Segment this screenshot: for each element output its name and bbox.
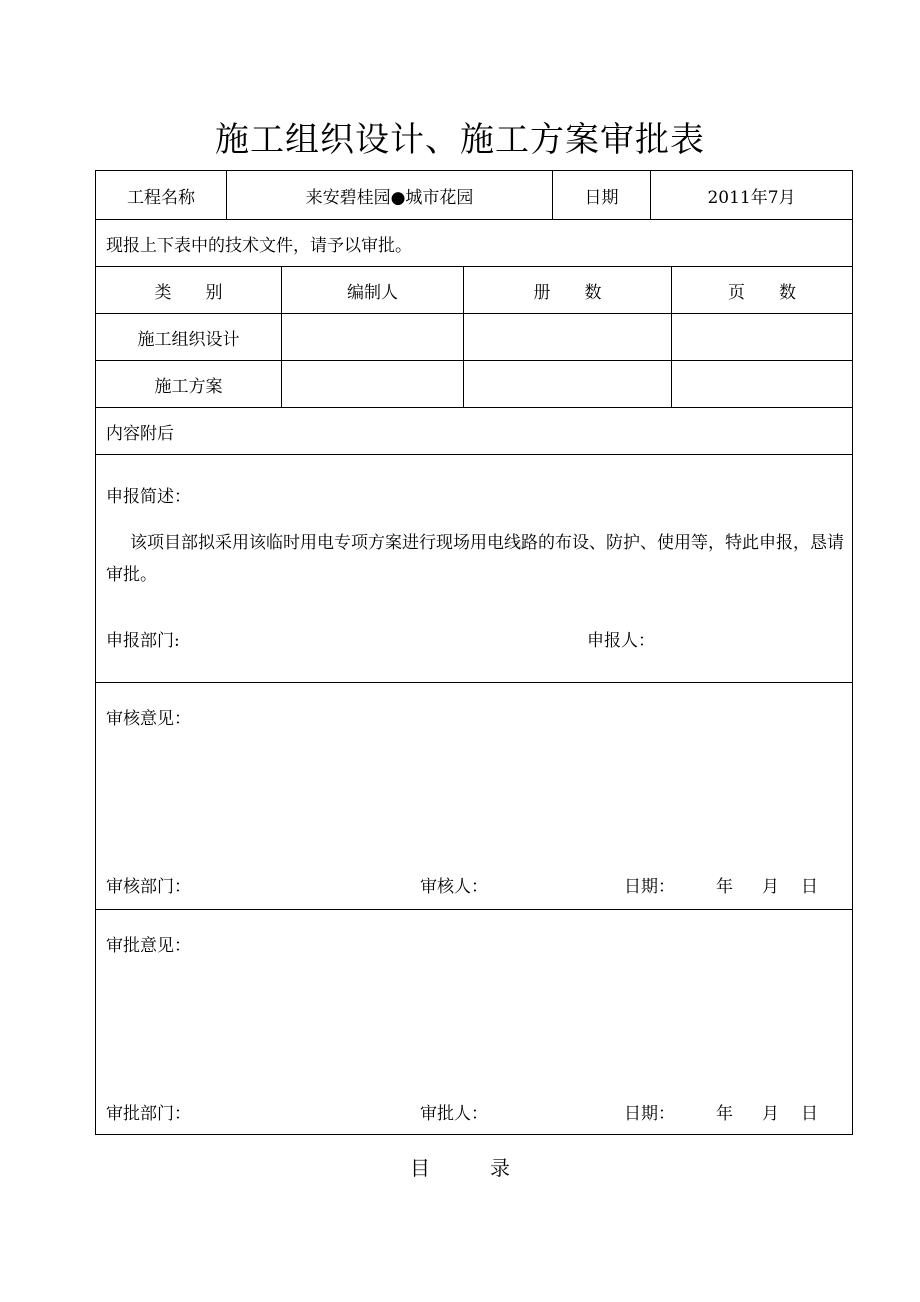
approval-label: 审批意见：	[106, 936, 191, 956]
content-note-text: 内容附后	[106, 423, 174, 444]
table-row	[96, 361, 852, 408]
approval-year: 年	[716, 1104, 733, 1124]
approval-dept-label: 审批部门：	[106, 1104, 191, 1124]
approval-month: 月	[762, 1104, 779, 1124]
column-header-editor: 编制人	[281, 267, 463, 313]
report-label: 申报简述：	[106, 487, 191, 507]
review-month: 月	[762, 877, 779, 897]
row-category: 施工组织设计	[137, 329, 240, 350]
review-year: 年	[716, 877, 733, 897]
approval-day: 日	[801, 1104, 818, 1124]
review-section	[96, 683, 852, 910]
date-value: 2011年7月	[650, 171, 852, 219]
table-of-contents-heading: 目 录	[410, 1156, 510, 1180]
row-pages	[671, 361, 852, 407]
row-editor	[281, 361, 463, 407]
header-row	[96, 171, 852, 220]
approval-date-label: 日期：	[624, 1104, 675, 1124]
report-person-label: 申报人：	[587, 631, 655, 651]
report-body: 该项目部拟采用该临时用电专项方案进行现场用电线路的布设、防护、使用等，特此申报，恳请审批。	[106, 533, 844, 585]
project-name-label: 工程名称	[127, 187, 195, 208]
row-volumes	[463, 361, 671, 407]
review-label: 审核意见：	[106, 709, 191, 729]
column-header-category: 类 别	[154, 282, 223, 303]
approval-person-label: 审批人：	[420, 1104, 488, 1124]
column-header-volumes: 册 数	[463, 267, 671, 313]
project-name-value: 来安碧桂园●城市花园	[226, 171, 552, 219]
approval-form-table	[95, 170, 853, 1135]
notice-row	[96, 220, 852, 267]
date-label: 日期	[552, 171, 650, 219]
report-section	[96, 455, 852, 683]
row-volumes	[463, 314, 671, 360]
row-editor	[281, 314, 463, 360]
column-header-pages: 页 数	[671, 267, 852, 313]
report-dept-label: 申报部门:	[106, 631, 180, 651]
column-header-row	[96, 267, 852, 314]
row-category: 施工方案	[154, 376, 223, 397]
review-date-label: 日期：	[624, 877, 675, 897]
page-title: 施工组织设计、施工方案审批表	[215, 120, 705, 160]
content-note-row	[96, 408, 852, 455]
row-pages	[671, 314, 852, 360]
notice-text: 现报上下表中的技术文件，请予以审批。	[106, 235, 412, 256]
review-dept-label: 审核部门：	[106, 877, 191, 897]
table-row	[96, 314, 852, 361]
review-day: 日	[801, 877, 818, 897]
review-person-label: 审核人：	[420, 877, 488, 897]
approval-section	[96, 910, 852, 1134]
